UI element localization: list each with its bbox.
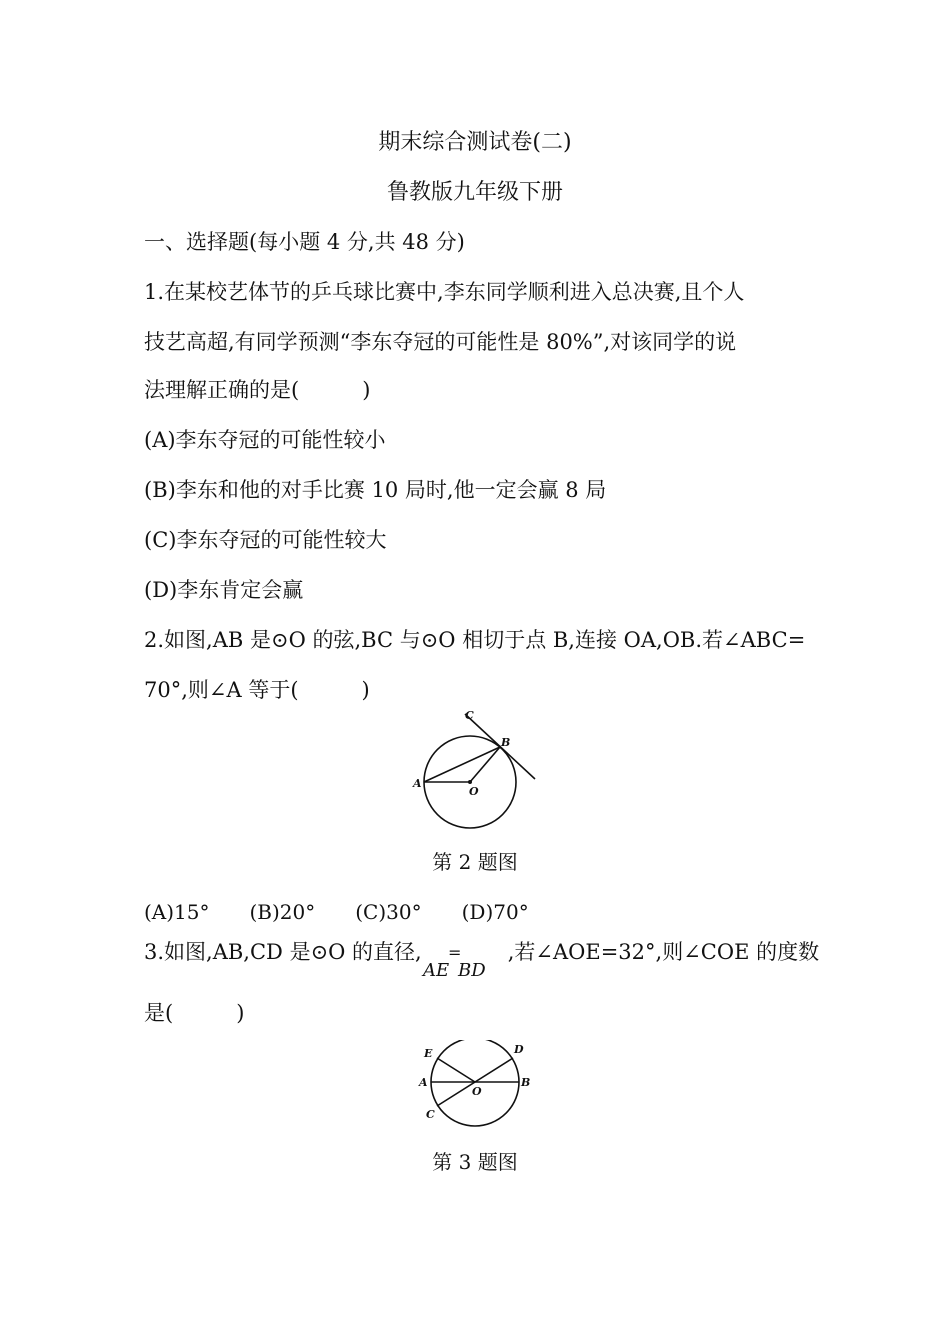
label-o: O <box>469 785 479 798</box>
question-2-options: (A)15° (B)20° (C)30° (D)70° <box>144 900 529 924</box>
question-2-line-1: 2.如图,AB 是⊙O 的弦,BC 与⊙O 相切于点 B,连接 OA,OB.若∠ABC= <box>144 628 806 652</box>
section-heading: 一、选择题(每小题 4 分,共 48 分) <box>144 230 465 254</box>
question-3-figure <box>412 1040 542 1130</box>
label-b: B <box>501 736 511 749</box>
question-2-caption: 第 2 题图 <box>432 850 518 874</box>
question-1-option-c: (C)李东夺冠的可能性较大 <box>144 528 387 552</box>
question-1-line-1: 1.在某校艺体节的乒乓球比赛中,李东同学顺利进入总决赛,且个人 <box>144 280 745 304</box>
question-3-prefix: 3.如图,AB,CD 是⊙O 的直径, <box>144 940 422 964</box>
arc-equals: = <box>448 943 462 962</box>
segment-ob <box>470 747 500 782</box>
label-d: D <box>514 1043 524 1056</box>
question-1-option-a: (A)李东夺冠的可能性较小 <box>144 428 386 452</box>
label-e: E <box>424 1047 433 1060</box>
label-b: B <box>521 1076 531 1089</box>
question-2-figure <box>405 706 545 836</box>
question-3-line-2: 是( ) <box>144 1001 245 1025</box>
page-subtitle: 鲁教版九年级下册 <box>386 180 563 205</box>
center-point <box>468 780 472 784</box>
question-1-line-2: 技艺高超,有同学预测“李东夺冠的可能性是 80%”,对该同学的说 <box>144 330 737 354</box>
question-1-option-d: (D)李东肯定会赢 <box>144 578 304 602</box>
label-c: C <box>426 1108 435 1121</box>
segment-oe <box>437 1058 475 1082</box>
tangent-line-bc <box>465 714 535 779</box>
circle-o <box>431 1040 519 1126</box>
question-1-line-3: 法理解正确的是( ) <box>144 378 371 402</box>
label-a: A <box>413 777 422 790</box>
question-3-caption: 第 3 题图 <box>432 1150 518 1174</box>
page-title: 期末综合测试卷(二) <box>378 130 572 155</box>
question-1-option-b: (B)李东和他的对手比赛 10 局时,他一定会赢 8 局 <box>144 478 607 502</box>
label-a: A <box>419 1076 428 1089</box>
label-c: C <box>465 709 474 722</box>
question-2-line-2: 70°,则∠A 等于( ) <box>144 678 370 702</box>
arc-ae: AE <box>423 960 450 981</box>
question-3-suffix: ,若∠AOE=32°,则∠COE 的度数 <box>507 940 820 964</box>
arc-bd: BD <box>458 960 486 981</box>
label-o: O <box>472 1085 482 1098</box>
